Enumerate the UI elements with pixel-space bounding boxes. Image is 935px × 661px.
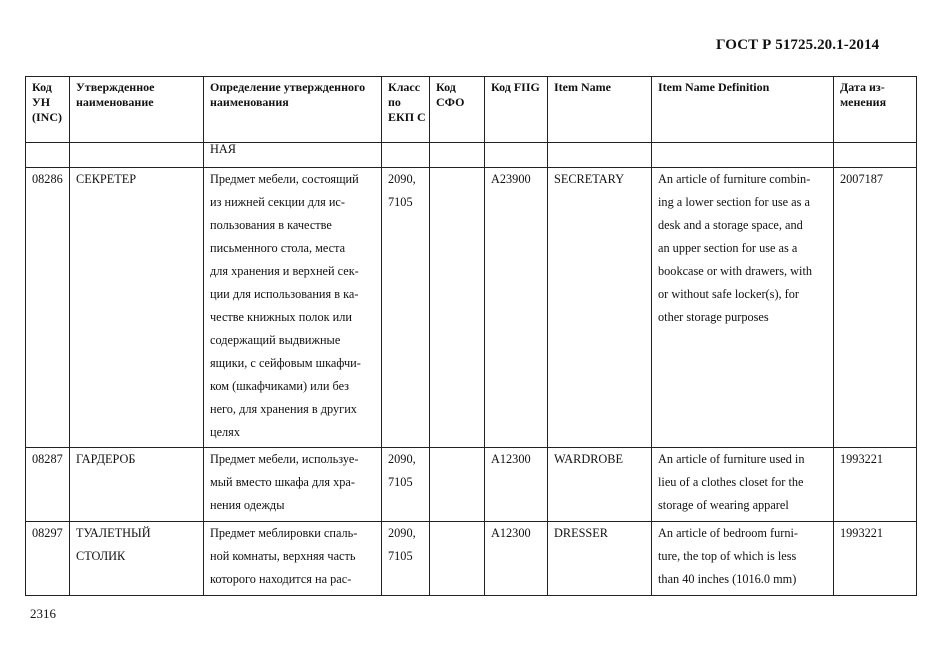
- table-row-continuation: [26, 143, 917, 168]
- cell-sfo: [430, 448, 485, 522]
- cell-sfo: [430, 168, 485, 448]
- table-row: [26, 168, 917, 448]
- cell-class: 2090, 7105: [382, 448, 430, 522]
- header-fiig: Код FIIG: [485, 77, 548, 143]
- cell-class: 2090, 7105: [382, 168, 430, 448]
- cell-definition: Предмет меблировки спаль- ной комнаты, верхняя часть которого находится на рас-: [204, 522, 382, 596]
- header-date: Дата из- менения: [834, 77, 917, 143]
- table-row: [26, 448, 917, 522]
- cell-item-definition: An article of furniture combin- ing a lower section for use as a desk and a storage space, and an upper section for use as a bookcase or with drawers, with or without safe locker(s), for other storage purposes: [652, 168, 834, 448]
- cell-inc: 08287: [26, 448, 70, 522]
- cell-fiig: A12300: [485, 522, 548, 596]
- cell-item-name: DRESSER: [548, 522, 652, 596]
- header-inc: Код УН (INC): [26, 77, 70, 143]
- cell-fiig: A12300: [485, 448, 548, 522]
- document-code: ГОСТ Р 51725.20.1-2014: [716, 37, 880, 53]
- cell-definition: Предмет мебели, используе- мый вместо шкафа для хра- нения одежды: [204, 448, 382, 522]
- table-row: [26, 522, 917, 596]
- cell-inc: 08286: [26, 168, 70, 448]
- definition-continuation: НАЯ: [204, 143, 382, 168]
- cell-item-name: SECRETARY: [548, 168, 652, 448]
- header-sfo: Код СФО: [430, 77, 485, 143]
- table-header-row: [26, 77, 917, 143]
- cell-date: 1993221: [834, 522, 917, 596]
- cell-fiig: A23900: [485, 168, 548, 448]
- cell-item-definition: An article of bedroom furni- ture, the top of which is less than 40 inches (1016.0 mm): [652, 522, 834, 596]
- cell-class: 2090, 7105: [382, 522, 430, 596]
- header-class: Класс по ЕКП С: [382, 77, 430, 143]
- cell-item-name: WARDROBE: [548, 448, 652, 522]
- header-item-name: Item Name: [548, 77, 652, 143]
- cell-sfo: [430, 522, 485, 596]
- header-approved-name: Утвержденное наименование: [70, 77, 204, 143]
- cell-date: 2007187: [834, 168, 917, 448]
- header-definition: Определение утвержденного наименования: [204, 77, 382, 143]
- cell-date: 1993221: [834, 448, 917, 522]
- cell-item-definition: An article of furniture used in lieu of a clothes closet for the storage of wearing apparel: [652, 448, 834, 522]
- page-number: 2316: [30, 606, 56, 621]
- cell-name: ГАРДЕРОБ: [70, 448, 204, 522]
- header-item-definition: Item Name Definition: [652, 77, 834, 143]
- cell-name: СЕКРЕТЕР: [70, 168, 204, 448]
- cell-name: ТУАЛЕТНЫЙ СТОЛИК: [70, 522, 204, 596]
- cell-definition: Предмет мебели, состоящий из нижней секции для ис- пользования в качестве письменного стола, места для хранения и верхней сек- ции для использования в ка- честве книжных полок или содержащий выдвижные ящики, с сейфовым шкафчи- ком (шкафчиками) или без него, для хранения в других целях: [204, 168, 382, 448]
- inc-table: [25, 76, 917, 596]
- cell-inc: 08297: [26, 522, 70, 596]
